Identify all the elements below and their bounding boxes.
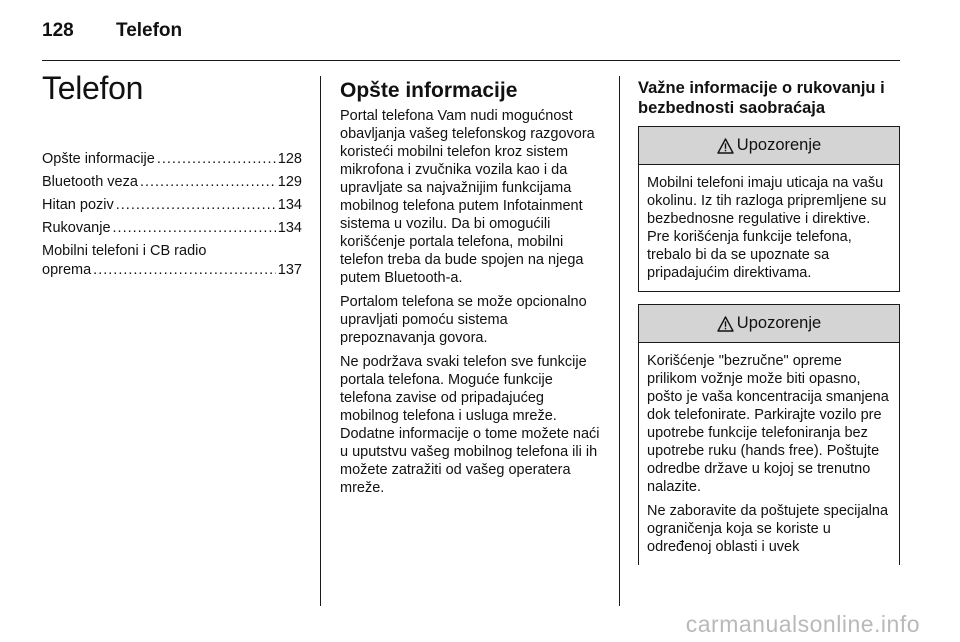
warning-body — [639, 165, 899, 291]
watermark: carmanualsonline.info — [685, 611, 920, 637]
toc-entry-general[interactable] — [42, 150, 302, 169]
warning-title: Upozorenje — [736, 314, 822, 332]
header-rule — [42, 60, 900, 61]
warning-header — [639, 127, 899, 165]
main-column — [340, 78, 605, 503]
side-column — [638, 78, 900, 575]
toc-leader — [93, 261, 276, 280]
warning-text: Ne zaboravite da poštujete specijalna ograničenja koja se koriste u određenoj oblasti i uvek — [647, 503, 889, 555]
header-title: Telefon — [116, 20, 183, 41]
toc-label: Rukovanje — [42, 220, 111, 236]
warning-text: Korišćenje "bezručne" opreme prilikom vožnje može biti opasno, pošto je vaša koncentracija smanjena dok telefonirate. Parkirajte vozilo pre upotrebe funkcije telefoniranja bez upotrebe ruku (hands free). Poštujte odredbe države u kojoj se trenutno nalazite. — [647, 353, 889, 495]
paragraph: Portalom telefona se može opcionalno upravljati pomoću sistema prepoznavanja govora. — [340, 294, 587, 346]
warning-triangle-icon — [717, 316, 734, 332]
toc-page: 137 — [277, 262, 302, 278]
paragraph: Ne podržava svaki telefon sve funkcije portala telefona. Moguće funkcije telefona zavise od pripadajućeg mobilnog telefona i usluga mreže. Dodatne informacije o tome možete naći u uputstvu vašeg mobilnog telefona ili ih možete zatražiti od vašeg operatera mreže. — [340, 354, 600, 496]
toc-page: 134 — [277, 220, 302, 236]
warning-text: Mobilni telefoni imaju uticaja na vašu okolinu. Iz tih razloga pripremljene su bezbednosne regulative i direktive. Pre korišćenja funkcije telefona, trebalo bi da se upoznate sa pripadajućim direktivama. — [647, 175, 887, 281]
warning-box — [638, 126, 900, 292]
warning-body — [639, 343, 899, 565]
toc-entry-emergency-call[interactable] — [42, 196, 302, 215]
toc-entry-operation[interactable] — [42, 219, 302, 238]
toc-label-line1: Mobilni telefoni i CB radio — [42, 243, 207, 259]
warning-triangle-icon — [717, 138, 734, 154]
warning-box — [638, 304, 900, 565]
toc-page: 129 — [277, 174, 302, 190]
toc-label: Opšte informacije — [42, 151, 155, 167]
column-divider-left — [320, 76, 321, 606]
page-number: 128 — [42, 20, 74, 41]
side-heading: Važne informacije o rukovanju i bezbednosti saobraćaja — [638, 79, 885, 117]
toc-label: Bluetooth veza — [42, 174, 138, 190]
section-heading: Opšte informacije — [340, 79, 518, 102]
toc-label: Hitan poziv — [42, 197, 114, 213]
paragraph: Portal telefona Vam nudi mogućnost obavljanja vašeg telefonskog razgovora koristeći mobilni telefon kroz sistem mikrofona i zvučnika vozila kao i da upravljate sa najvažnijim funkcijama mobilnog telefona putem Infotainment sistema u vozilu. Da bi omogućili korišćenje portala telefona, mobilni telefon treba da bude spojen na njega putem Bluetooth-a. — [340, 108, 595, 286]
toc-entry-bluetooth[interactable] — [42, 173, 302, 192]
warning-title: Upozorenje — [736, 136, 822, 154]
toc-page: 128 — [277, 151, 302, 167]
toc-entry-mobile-phones[interactable] — [42, 242, 302, 280]
column-divider-right — [619, 76, 620, 606]
warning-header — [639, 305, 899, 343]
toc-label-line2: oprema — [42, 262, 92, 278]
table-of-contents — [42, 150, 302, 284]
toc-leader — [157, 150, 276, 169]
toc-leader — [140, 173, 276, 192]
toc-leader — [116, 196, 276, 215]
chapter-title: Telefon — [42, 70, 144, 106]
toc-page: 134 — [277, 197, 302, 213]
toc-leader — [113, 219, 276, 238]
